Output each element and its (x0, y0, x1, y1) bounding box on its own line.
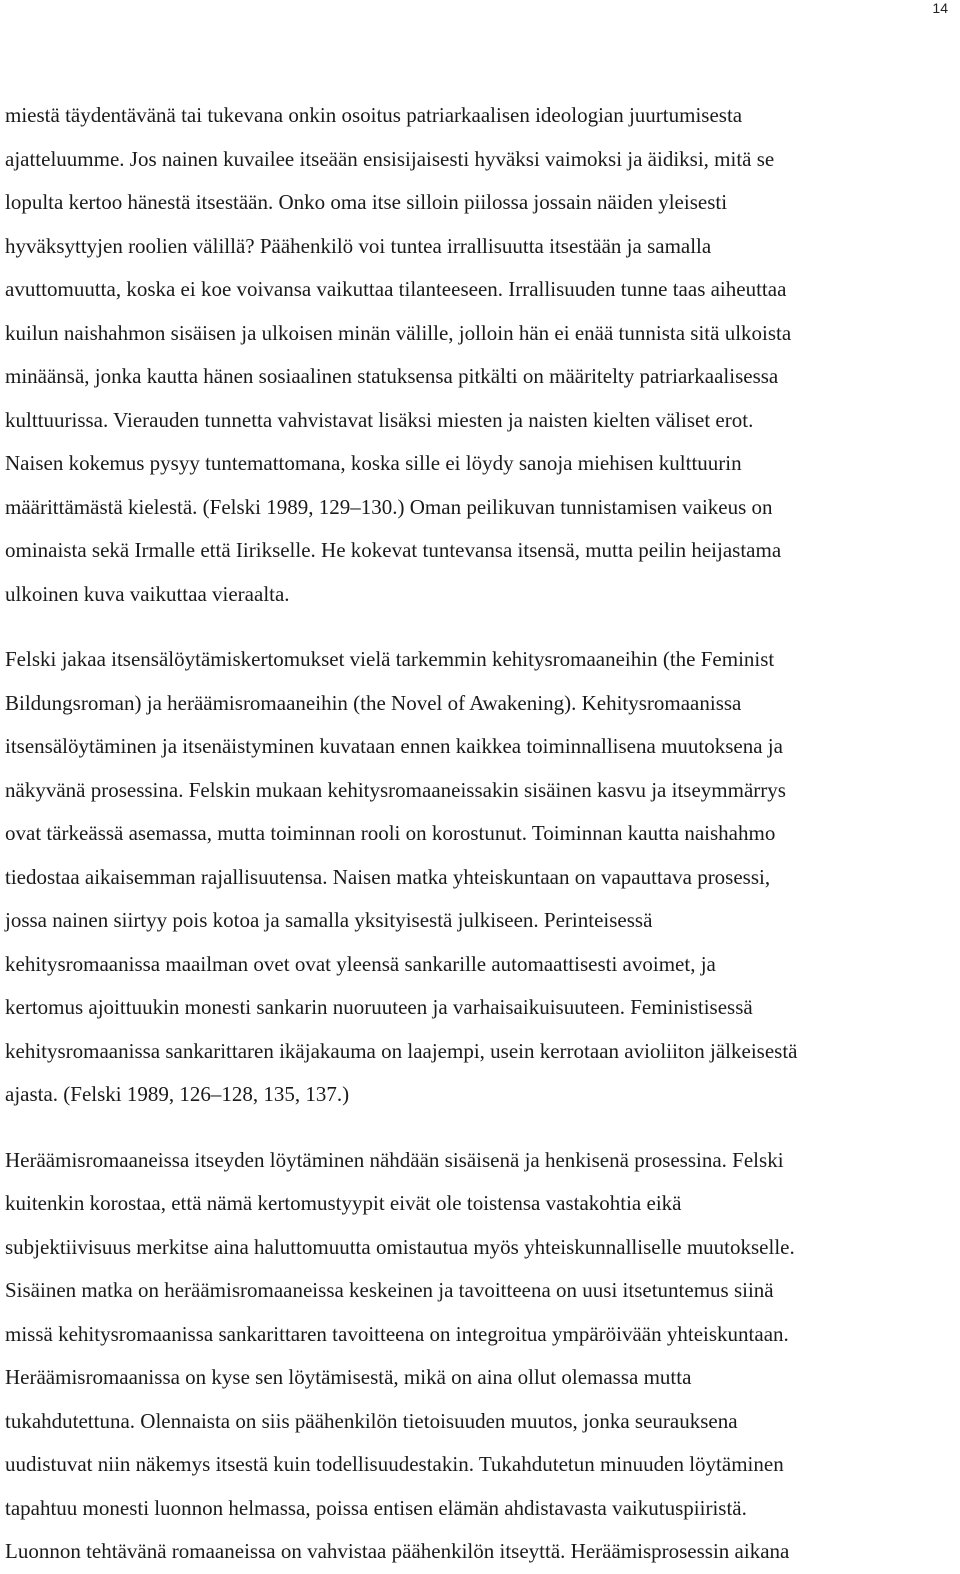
text-line: avuttomuutta, koska ei koe voivansa vaikuttaa tilanteeseen. Irrallisuuden tunne taas aiheuttaa (5, 277, 787, 301)
text-line: tapahtuu monesti luonnon helmassa, poissa entisen elämän ahdistavasta vaikutuspiiristä. (5, 1495, 747, 1520)
text-line: Naisen kokemus pysyy tuntemattomana, koska sille ei löydy sanoja miehisen kulttuurin (5, 451, 742, 475)
text-line: kuilun naishahmon sisäisen ja ulkoisen minän välille, jolloin hän ei enää tunnista sitä ulkoista (5, 320, 792, 345)
text-line: kulttuurissa. Vierauden tunnetta vahvistavat lisäksi miesten ja naisten kielten väliset erot. (5, 407, 754, 432)
text-line: näkyvänä prosessina. Felskin mukaan kehitysromaaneissakin sisäinen kasvu ja itseymmärrys (5, 777, 786, 802)
text-line: minäänsä, jonka kautta hänen sosiaalinen statuksensa pitkälti on määritelty patriarkaalisessa (5, 364, 779, 388)
text-line: tiedostaa aikaisemman rajallisuutensa. Naisen matka yhteiskuntaan on vapauttava prosessi, (5, 864, 771, 889)
text-line: kertomus ajoittuukin monesti sankarin nuoruuteen ja varhaisaikuisuuteen. Feministisessä (5, 995, 753, 1019)
text-line: Sisäinen matka on heräämisromaaneissa keskeinen ja tavoitteena on uusi itsetuntemus siinä (5, 1278, 774, 1302)
text-line: kuitenkin korostaa, että nämä kertomustyypit eivät ole toistensa vastakohtia eikä (5, 1191, 682, 1215)
text-line: Heräämisromaaneissa itseyden löytäminen nähdään sisäisenä ja henkisenä prosessina. Felski (5, 1147, 784, 1172)
paragraph-2 (5, 638, 960, 1117)
text-line: subjektiivisuus merkitse aina haluttomuutta omistautua myös yhteiskunnalliselle muutokselle. (5, 1234, 795, 1259)
text-line: ominaista sekä Irmalle että Iirikselle. He kokevat tuntevansa itsensä, mutta peilin heijastama (5, 538, 782, 562)
text-line: uudistuvat niin näkemys itsestä kuin todellisuudestakin. Tukahdutetun minuuden löytäminen (5, 1452, 784, 1476)
text-line: ajasta. (Felski 1989, 126–128, 135, 137.) (5, 1082, 350, 1106)
text-line: jossa nainen siirtyy pois kotoa ja samalla yksityisestä julkiseen. Perinteisessä (5, 908, 653, 932)
text-line: kehitysromaanissa sankarittaren ikäjakauma on laajempi, usein kerrotaan avioliiton jälkeisestä (5, 1038, 798, 1063)
text-line: missä kehitysromaanissa sankarittaren tavoitteena on integroitua ympäröivään yhteiskuntaan. (5, 1321, 789, 1346)
paragraph-spacer (5, 616, 960, 638)
paragraph-1 (5, 94, 960, 616)
text-line: ovat tärkeässä asemassa, mutta toiminnan rooli on korostunut. Toiminnan kautta naishahmo (5, 821, 776, 845)
text-line: Bildungsroman) ja heräämisromaaneihin (the Novel of Awakening). Kehitysromaanissa (5, 690, 742, 715)
text-line: hyväksyttyjen roolien välillä? Päähenkilö voi tuntea irrallisuutta itsestään ja samalla (5, 233, 712, 258)
text-line: miestä täydentävänä tai tukevana onkin osoitus patriarkaalisen ideologian juurtumisesta (5, 103, 743, 127)
document-body (5, 94, 960, 1574)
text-line: ulkoinen kuva vaikuttaa vieraalta. (5, 581, 290, 606)
text-line: määrittämästä kielestä. (Felski 1989, 129–130.) Oman peilikuvan tunnistamisen vaikeus on (5, 494, 773, 519)
text-line: Luonnon tehtävänä romaaneissa on vahvistaa päähenkilön itseyttä. Heräämisprosessin aikana (5, 1539, 790, 1563)
page-number: 14 (932, 0, 948, 16)
text-line: kehitysromaanissa maailman ovet ovat yleensä sankarille automaattisesti avoimet, ja (5, 951, 716, 976)
text-line: lopulta kertoo hänestä itsestään. Onko oma itse silloin piilossa jossain näiden yleisesti (5, 190, 728, 214)
text-line: Heräämisromaanissa on kyse sen löytämisestä, mikä on aina ollut olemassa mutta (5, 1365, 692, 1389)
text-line: tukahdutettuna. Olennaista on siis päähenkilön tietoisuuden muutos, jonka seurauksena (5, 1408, 738, 1433)
paragraph-3 (5, 1139, 960, 1574)
paragraph-spacer (5, 1117, 960, 1139)
text-line: Felski jakaa itsensälöytämiskertomukset vielä tarkemmin kehitysromaaneihin (the Feminist (5, 647, 775, 671)
text-line: ajatteluumme. Jos nainen kuvailee itseään ensisijaisesti hyväksi vaimoksi ja äidiksi, mitä se (5, 146, 775, 171)
text-line: itsensälöytäminen ja itsenäistyminen kuvataan ennen kaikkea toiminnallisena muutoksena ja (5, 734, 783, 758)
